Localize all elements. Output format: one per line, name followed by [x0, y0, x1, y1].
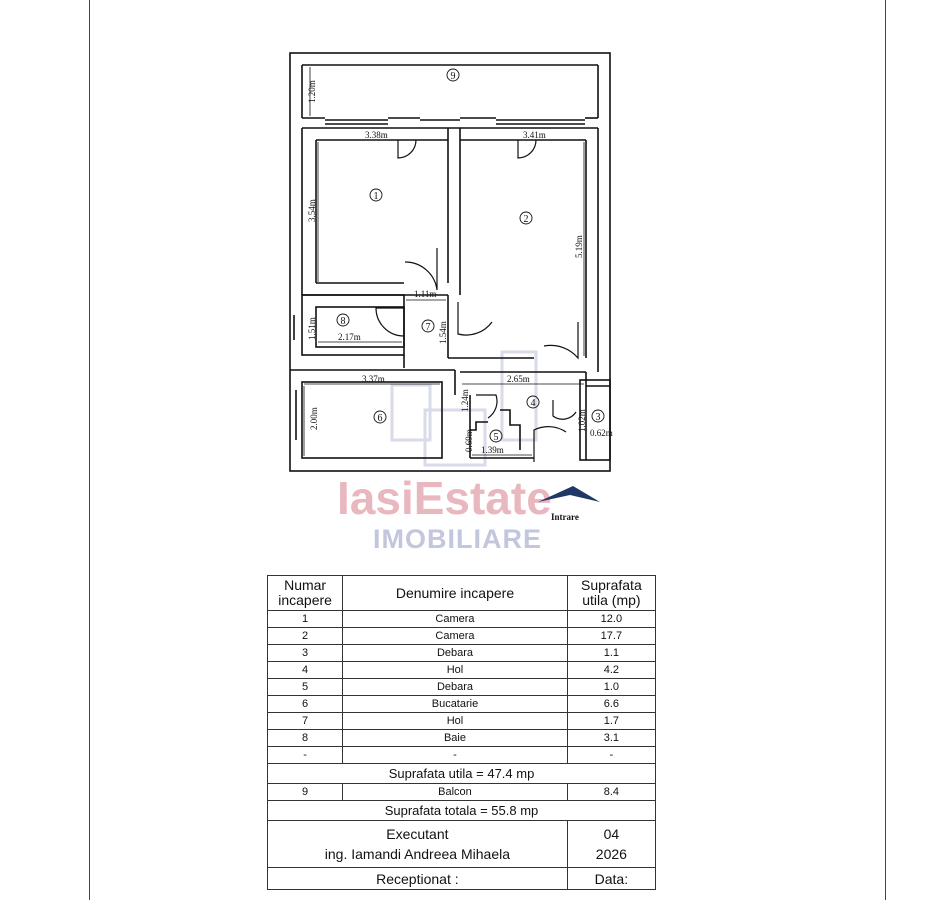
useful-total: Suprafata utila = 47.4 mp: [268, 764, 656, 784]
grand-total: Suprafata totala = 55.8 mp: [268, 801, 656, 821]
dim-bath-width: 2.17m: [338, 332, 361, 342]
room-name: Debara: [343, 645, 568, 662]
useful-total-row: [268, 764, 656, 784]
dim-room1-length: 3.54m: [307, 199, 317, 222]
executant-row: [268, 821, 656, 868]
svg-text:8: 8: [340, 316, 346, 327]
room-number: 5: [268, 679, 343, 696]
svg-text:3: 3: [595, 412, 601, 423]
room-marker-5: [490, 430, 502, 443]
room-area: 4.2: [567, 662, 655, 679]
svg-text:6: 6: [377, 413, 383, 424]
table-row: [268, 611, 656, 628]
svg-text:5: 5: [493, 432, 499, 443]
room-area: 1.0: [567, 679, 655, 696]
room-name: -: [343, 747, 568, 764]
watermark-subtitle: IMOBILIARE: [373, 524, 542, 554]
dim-room2-width: 3.41m: [523, 130, 546, 140]
room-name: Camera: [343, 611, 568, 628]
room-area: 8.4: [567, 784, 655, 801]
room-marker-6: [374, 411, 386, 424]
dim-hall-small: 1.24m: [460, 389, 470, 412]
room-name: Hol: [343, 713, 568, 730]
table-row: [268, 747, 656, 764]
room-number: 9: [268, 784, 343, 801]
table-row: [268, 679, 656, 696]
room-number: 2: [268, 628, 343, 645]
room-name: Balcon: [343, 784, 568, 801]
table-row: [268, 696, 656, 713]
dim-kitchen-length: 2.00m: [309, 407, 319, 430]
table-row: [268, 628, 656, 645]
date-cell: [567, 821, 655, 868]
room-name: Camera: [343, 628, 568, 645]
dim-kitchen-width: 3.37m: [362, 374, 385, 384]
room-name: Hol: [343, 662, 568, 679]
svg-text:4: 4: [530, 398, 536, 409]
room-number: 8: [268, 730, 343, 747]
header-room-name: Denumire incapere: [343, 576, 568, 611]
table-header-row: [268, 576, 656, 611]
room-number: 6: [268, 696, 343, 713]
svg-text:9: 9: [450, 71, 456, 82]
date-label: Data:: [567, 868, 655, 890]
watermark-brand: IasiEstate: [337, 472, 552, 524]
dim-room2-length: 5.19m: [574, 235, 584, 258]
dim-storage3-length: 1.02m: [577, 409, 587, 432]
dim-hall7-width: 1.11m: [414, 289, 437, 299]
room-name: Baie: [343, 730, 568, 747]
room-area: -: [567, 747, 655, 764]
walls: [290, 53, 610, 471]
dim-bath-length: 1.51m: [307, 317, 317, 340]
svg-text:1: 1: [373, 191, 379, 202]
header-room-number: Numar incapere: [268, 576, 343, 611]
room-name: Debara: [343, 679, 568, 696]
dim-storage5-length: 0.69m: [464, 429, 474, 452]
room-area: 17.7: [567, 628, 655, 645]
dim-storage3-width: 0.62m: [590, 428, 613, 438]
room-area: 1.7: [567, 713, 655, 730]
table-row: [268, 730, 656, 747]
svg-text:7: 7: [425, 322, 431, 333]
dim-hall7-length: 1.54m: [438, 321, 448, 344]
balcony-row: [268, 784, 656, 801]
room-area-table: [267, 575, 656, 890]
date-year: 2026: [595, 846, 627, 862]
dimension-lines: [304, 67, 586, 456]
room-number: 1: [268, 611, 343, 628]
room-marker-3: [592, 410, 604, 423]
date-month: 04: [603, 826, 620, 842]
room-name: Bucatarie: [343, 696, 568, 713]
table-row: [268, 662, 656, 679]
dim-balcony-depth: 1.20m: [307, 80, 317, 103]
room-area: 6.6: [567, 696, 655, 713]
grand-total-row: [268, 801, 656, 821]
executant-cell: [268, 821, 568, 868]
room-area: 12.0: [567, 611, 655, 628]
room-number: 7: [268, 713, 343, 730]
received-row: [268, 868, 656, 890]
room-number: 4: [268, 662, 343, 679]
table-row: [268, 713, 656, 730]
room-number: -: [268, 747, 343, 764]
svg-text:2: 2: [523, 214, 529, 225]
header-room-area: Suprafata utila (mp): [567, 576, 655, 611]
dim-hall4-width: 2.65m: [507, 374, 530, 384]
room-marker-8: [337, 314, 349, 327]
dim-room1-width: 3.38m: [365, 130, 388, 140]
dim-storage5-width: 1.39m: [481, 445, 504, 455]
room-marker-1: [370, 189, 382, 202]
table-row: [268, 645, 656, 662]
room-marker-2: [520, 212, 532, 225]
room-area: 3.1: [567, 730, 655, 747]
executant-label: Executant: [386, 826, 449, 842]
room-marker-7: [422, 320, 434, 333]
room-area: 1.1: [567, 645, 655, 662]
executant-name: ing. Iamandi Andreea Mihaela: [324, 846, 510, 862]
room-number: 3: [268, 645, 343, 662]
room-marker-9: [447, 69, 459, 82]
entrance-label: Intrare: [551, 512, 579, 522]
received-label: Receptionat :: [268, 868, 568, 890]
room-markers: [337, 69, 604, 443]
